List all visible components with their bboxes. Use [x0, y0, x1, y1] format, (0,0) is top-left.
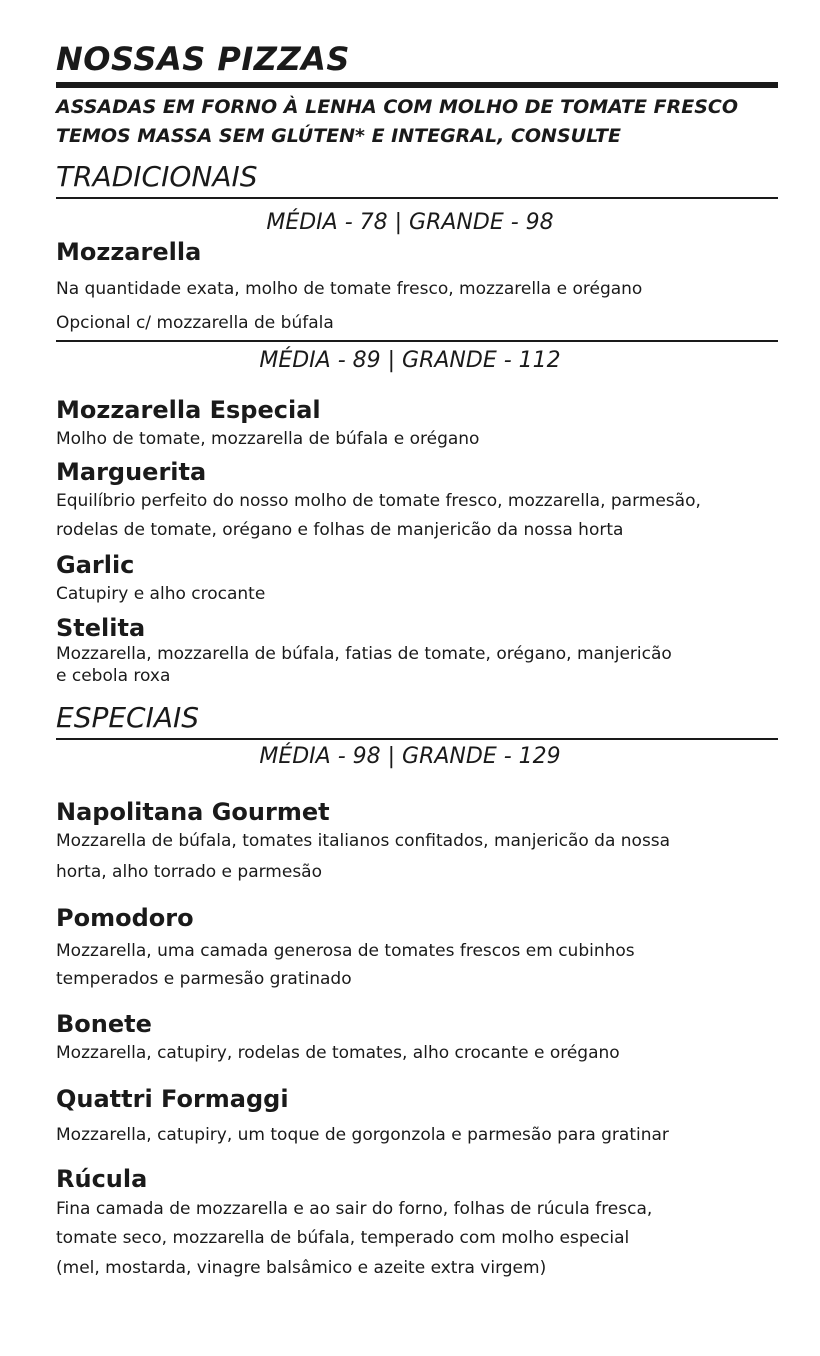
pizza-description: Na quantidade exata, molho de tomate fresco, mozzarella e orégano [56, 279, 643, 299]
pizza-name: Mozzarella Especial [56, 396, 321, 424]
pizza-option: Opcional c/ mozzarella de búfala [56, 313, 334, 333]
pizza-name: Bonete [56, 1010, 152, 1038]
pizza-description: Mozzarella, catupiry, rodelas de tomates, alho crocante e orégano [56, 1043, 620, 1063]
title-divider [56, 82, 778, 88]
pizza-description: tomate seco, mozzarella de búfala, temperado com molho especial [56, 1228, 630, 1248]
pizza-description: Equilíbrio perfeito do nosso molho de tomate fresco, mozzarella, parmesão, [56, 491, 701, 511]
section-divider [56, 197, 778, 199]
pizza-description: Catupiry e alho crocante [56, 584, 266, 604]
section-heading-especiais: ESPECIAIS [56, 701, 200, 734]
pizza-description: Molho de tomate, mozzarella de búfala e orégano [56, 429, 480, 449]
price-line: MÉDIA - 98 | GRANDE - 129 [259, 744, 561, 769]
pizza-description: Mozzarella, mozzarella de búfala, fatias de tomate, orégano, manjericão [56, 644, 672, 664]
subtitle-line-1: ASSADAS EM FORNO À LENHA COM MOLHO DE TOMATE FRESCO [56, 96, 738, 118]
pizza-description: Fina camada de mozzarella e ao sair do forno, folhas de rúcula fresca, [56, 1199, 653, 1219]
pizza-name: Marguerita [56, 458, 207, 486]
pizza-name: Garlic [56, 551, 135, 579]
subtitle-line-2: TEMOS MASSA SEM GLÚTEN* E INTEGRAL, CONSULTE [56, 125, 621, 147]
pizza-description: (mel, mostarda, vinagre balsâmico e azeite extra virgem) [56, 1258, 547, 1278]
pizza-description: horta, alho torrado e parmesão [56, 862, 322, 882]
pizza-name: Pomodoro [56, 904, 194, 932]
pizza-description: Mozzarella, catupiry, um toque de gorgonzola e parmesão para gratinar [56, 1125, 669, 1145]
price-line: MÉDIA - 89 | GRANDE - 112 [259, 348, 561, 373]
pizza-name: Rúcula [56, 1165, 148, 1193]
section-divider [56, 738, 778, 740]
section-heading-tradicionais: TRADICIONAIS [56, 160, 258, 193]
pizza-description: Mozzarella de búfala, tomates italianos confitados, manjericão da nossa [56, 831, 671, 851]
pizza-name: Napolitana Gourmet [56, 798, 330, 826]
page-title: NOSSAS PIZZAS [56, 40, 350, 78]
pizza-description: temperados e parmesão gratinado [56, 969, 352, 989]
pizza-description: e cebola roxa [56, 666, 171, 686]
pizza-description: Mozzarella, uma camada generosa de tomates frescos em cubinhos [56, 941, 635, 961]
pizza-name: Stelita [56, 614, 146, 642]
pizza-name: Quattri Formaggi [56, 1085, 289, 1113]
pizza-description: rodelas de tomate, orégano e folhas de manjericão da nossa horta [56, 520, 624, 540]
price-line: MÉDIA - 78 | GRANDE - 98 [266, 210, 554, 235]
pizza-name-mozzarella: Mozzarella [56, 238, 202, 266]
price-divider [56, 340, 778, 342]
